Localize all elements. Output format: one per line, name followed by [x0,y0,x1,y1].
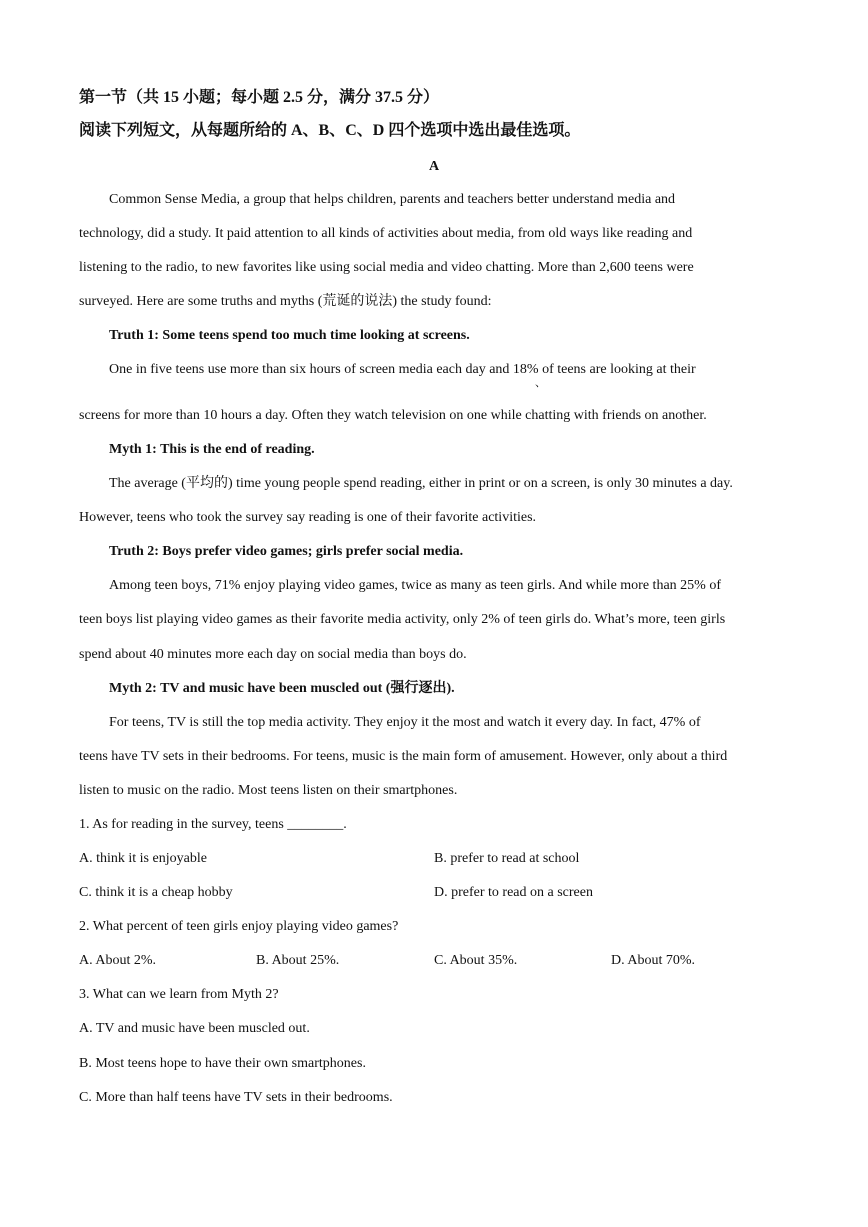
intro-line-3: listening to the radio, to new favorites like using social media and video chatting. More than 2,600 teens were [79,260,694,275]
question-3-option-a: A. TV and music have been muscled out. [79,1021,310,1036]
passage-label: A [428,159,440,174]
intro-line-4: surveyed. Here are some truths and myths (荒诞的说法) the study found: [79,294,492,309]
question-1-option-b: B. prefer to read at school [434,851,580,866]
question-2-option-b: B. About 25%. [256,953,340,968]
intro-line-2: technology, did a study. It paid attention to all kinds of activities about media, from old ways like reading and [79,226,693,241]
question-1-option-d: D. prefer to read on a screen [434,885,593,900]
myth2-line-3: listen to music on the radio. Most teens listen on their smartphones. [79,783,458,798]
question-3-stem: 3. What can we learn from Myth 2? [79,987,279,1002]
myth1-line-1: The average (平均的) time young people spend reading, either in print or on a screen, is only 30 minutes a day. [109,476,733,491]
truth2-line-2: teen boys list playing video games as their favorite media activity, only 2% of teen girls do. What’s more, teen girls [79,612,726,627]
truth2-line-1: Among teen boys, 71% enjoy playing video games, twice as many as teen girls. And while more than 25% of [109,578,721,593]
truth1-heading: Truth 1: Some teens spend too much time looking at screens. [109,328,470,343]
question-3-option-b: B. Most teens hope to have their own smartphones. [79,1056,366,1071]
truth1-line-1: One in five teens use more than six hours of screen media each day and 18% of teens are looking at their [109,362,696,377]
question-1-option-c: C. think it is a cheap hobby [79,885,233,900]
myth1-line-2: However, teens who took the survey say reading is one of their favorite activities. [79,510,537,525]
myth1-heading: Myth 1: This is the end of reading. [109,442,315,457]
intro-line-1: Common Sense Media, a group that helps children, parents and teachers better understand media and [109,192,676,207]
myth2-line-1: For teens, TV is still the top media activity. They enjoy it the most and watch it every day. In fact, 47% of [109,715,701,730]
truth2-heading: Truth 2: Boys prefer video games; girls prefer social media. [109,544,464,559]
question-2-stem: 2. What percent of teen girls enjoy playing video games? [79,919,399,934]
stray-mark: 、 [535,377,546,389]
question-2-option-d: D. About 70%. [611,953,695,968]
question-1-option-a: A. think it is enjoyable [79,851,207,866]
question-1-stem: 1. As for reading in the survey, teens ________. [79,817,347,832]
section-header: 第一节（共 15 小题；每小题 2.5 分，满分 37.5 分） [79,89,440,106]
myth2-line-2: teens have TV sets in their bedrooms. For teens, music is the main form of amusement. However, only about a third [79,749,728,764]
question-2-option-c: C. About 35%. [434,953,518,968]
truth1-line-2: screens for more than 10 hours a day. Often they watch television on one while chatting with friends on another. [79,408,707,423]
question-2-option-a: A. About 2%. [79,953,156,968]
instruction: 阅读下列短文，从每题所给的 A、B、C、D 四个选项中选出最佳选项。 [79,122,581,139]
truth2-line-3: spend about 40 minutes more each day on social media than boys do. [79,647,467,662]
myth2-heading: Myth 2: TV and music have been muscled out (强行逐出). [109,681,455,696]
question-3-option-c: C. More than half teens have TV sets in their bedrooms. [79,1090,393,1105]
